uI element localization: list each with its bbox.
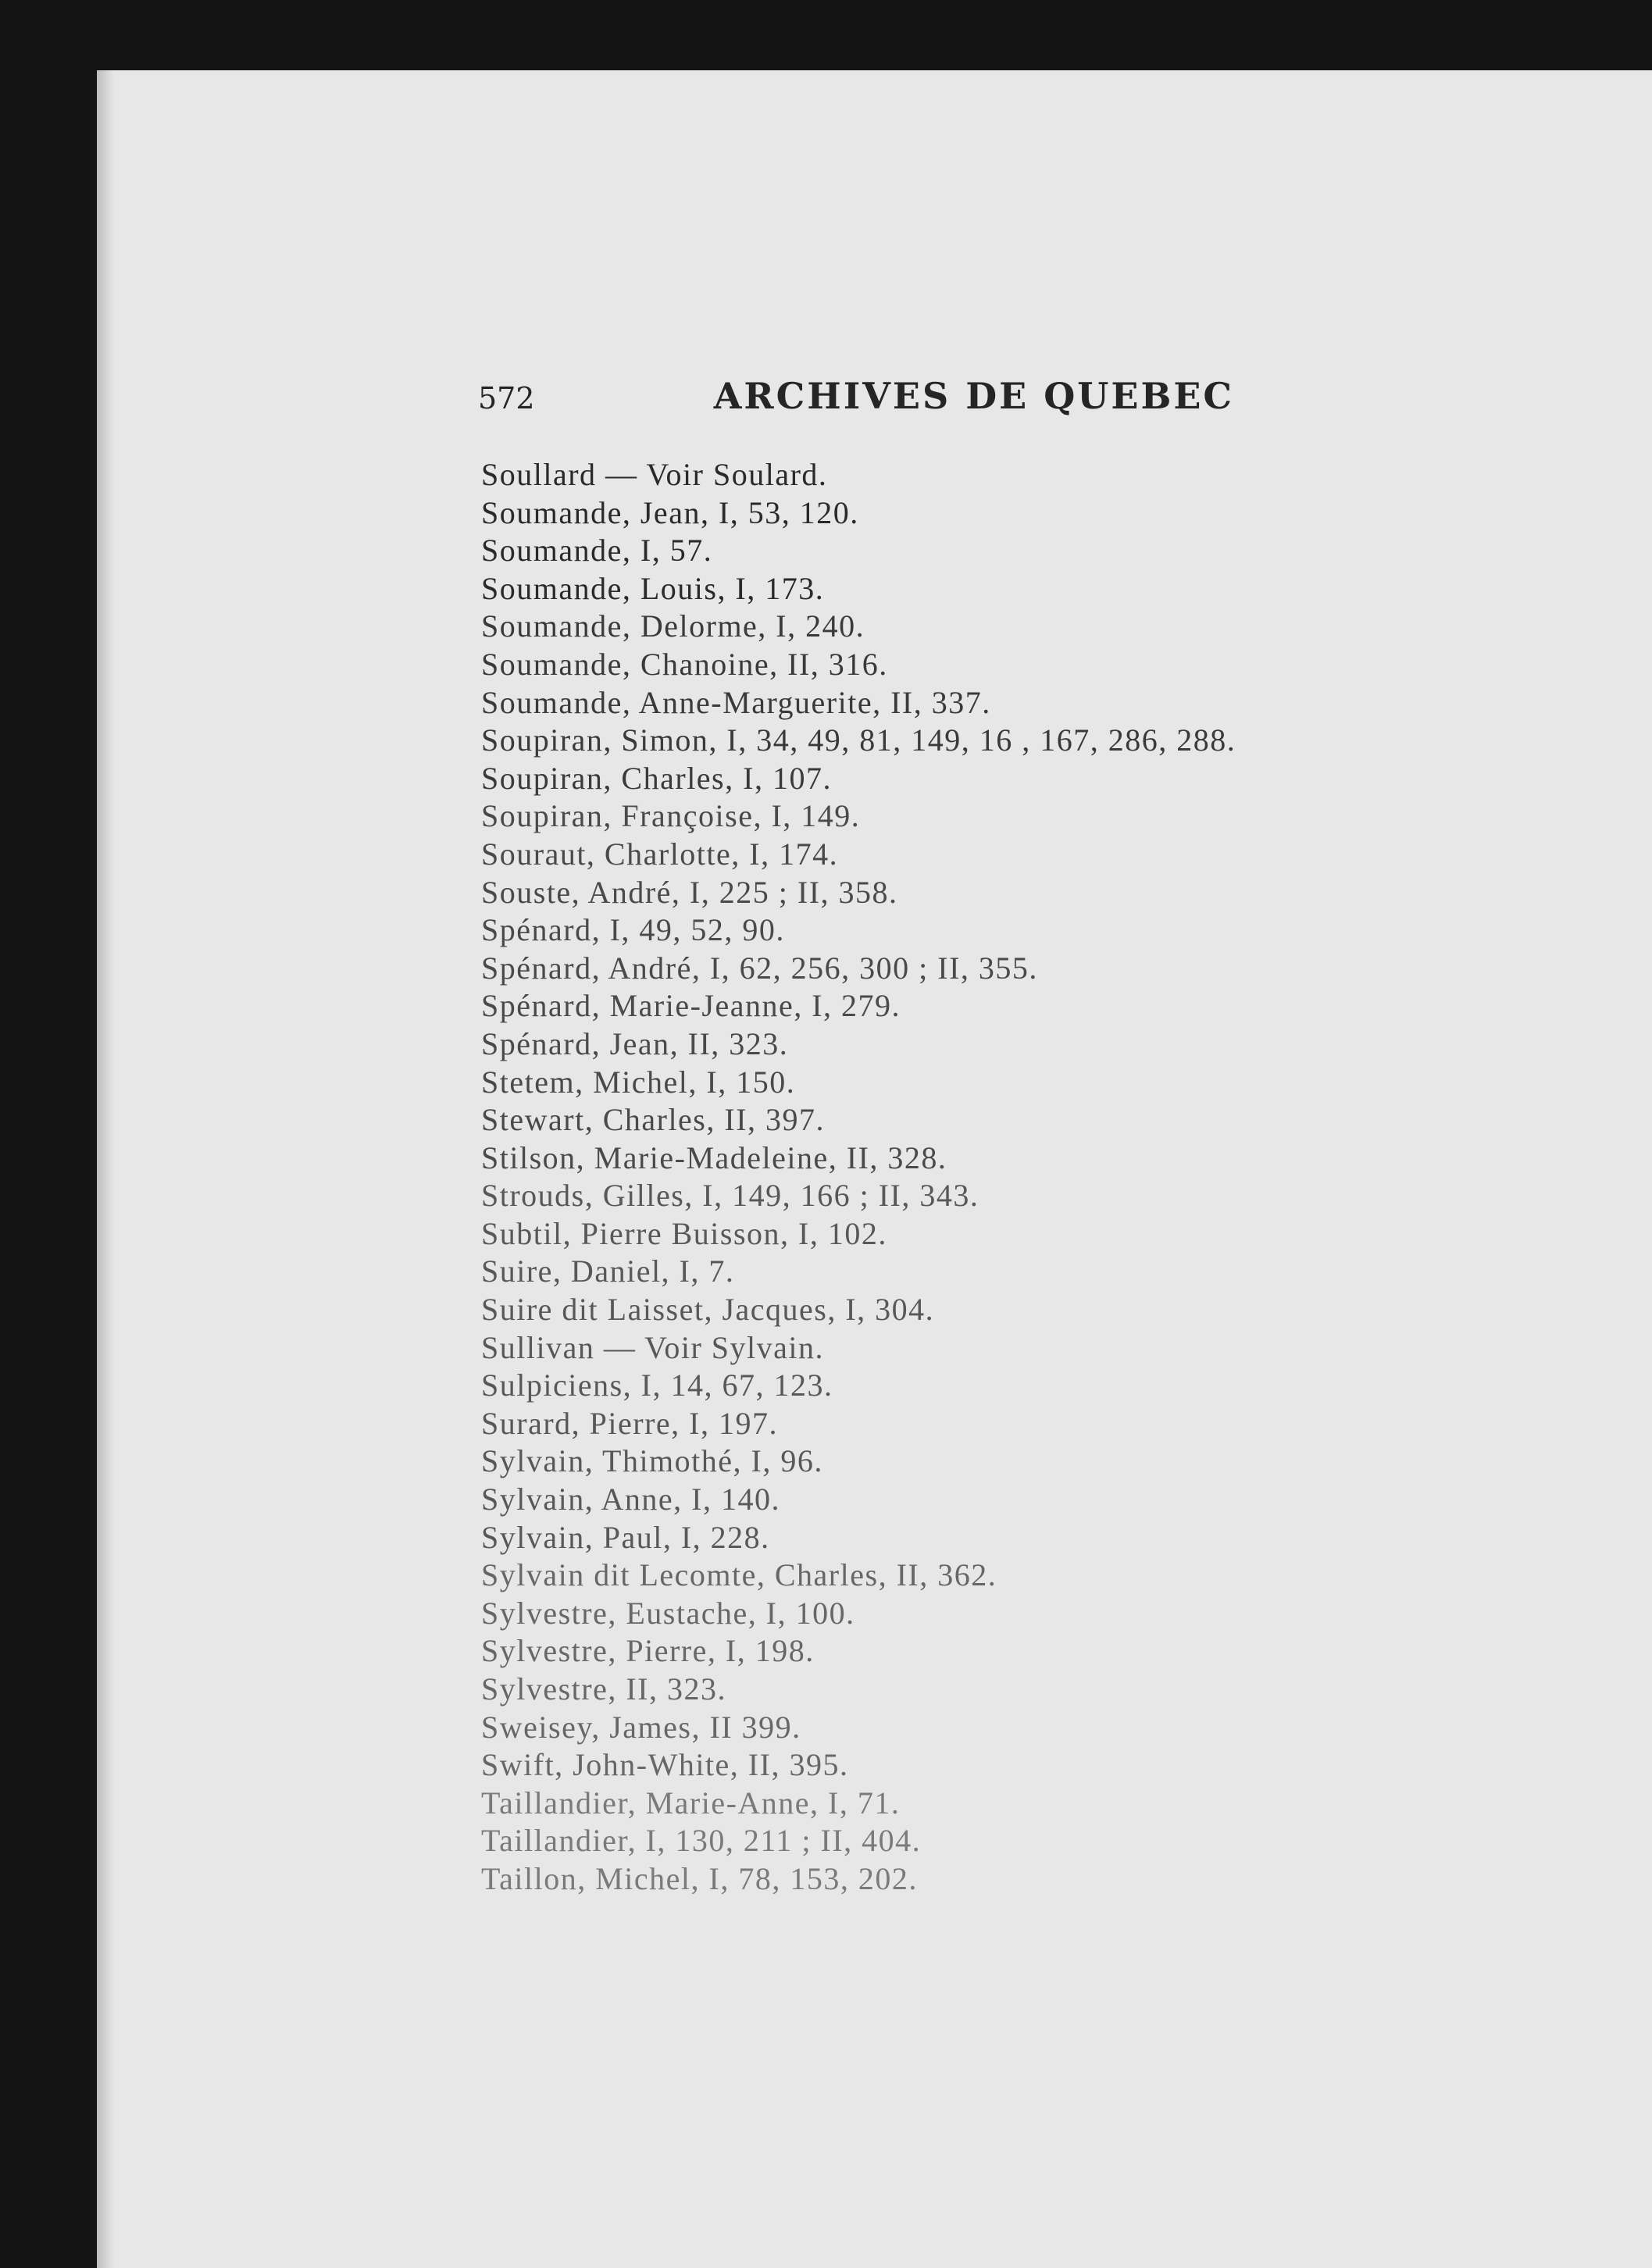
index-entry: Sylvestre, II, 323. <box>481 1671 727 1706</box>
index-entry: Suire dit Laisset, Jacques, I, 304. <box>481 1292 935 1328</box>
index-entry: Stetem, Michel, I, 150. <box>481 1064 796 1100</box>
index-entry: Stewart, Charles, II, 397. <box>481 1102 826 1138</box>
index-entry: Soupiran, Charles, I, 107. <box>481 760 832 796</box>
index-entry: Sulpiciens, I, 14, 67, 123. <box>481 1368 833 1403</box>
index-entry: Taillon, Michel, I, 78, 153, 202. <box>481 1860 918 1896</box>
index-entry: Spénard, Marie-Jeanne, I, 279. <box>481 988 901 1024</box>
page-edge-shadow <box>97 70 114 2268</box>
index-entry: Taillandier, Marie-Anne, I, 71. <box>481 1785 901 1820</box>
index-entry: Sweisey, James, II 399. <box>481 1709 801 1745</box>
index-entry: Spénard, André, I, 62, 256, 300 ; II, 355. <box>481 950 1038 986</box>
index-entry: Spénard, Jean, II, 323. <box>481 1025 789 1061</box>
index-entry: Sullivan — Voir Sylvain. <box>481 1329 825 1365</box>
index-entry: Soumande, Chanoine, II, 316. <box>481 646 888 682</box>
index-entry: Strouds, Gilles, I, 149, 166 ; II, 343. <box>481 1178 979 1214</box>
index-entry: Sylvain, Thimothé, I, 96. <box>481 1443 823 1479</box>
index-entry: Soullard — Voir Soulard. <box>481 457 828 492</box>
index-entry: Suire, Daniel, I, 7. <box>481 1253 735 1289</box>
index-entry: Soumande, Jean, I, 53, 120. <box>481 494 859 530</box>
index-entry: Spénard, I, 49, 52, 90. <box>481 912 785 948</box>
index-entry: Sylvestre, Pierre, I, 198. <box>481 1633 815 1669</box>
index-entries <box>481 456 1379 1899</box>
index-entry: Surard, Pierre, I, 197. <box>481 1405 778 1441</box>
index-entry: Souraut, Charlotte, I, 174. <box>481 836 839 872</box>
index-entry: Soupiran, Simon, I, 34, 49, 81, 149, 16 , 167, 286, 288. <box>481 722 1236 758</box>
index-entry: Subtil, Pierre Buisson, I, 102. <box>481 1215 887 1251</box>
index-entry: Soumande, Anne-Marguerite, II, 337. <box>481 684 991 720</box>
index-entry: Soumande, Delorme, I, 240. <box>481 608 865 644</box>
index-entry: Soumande, I, 57. <box>481 533 713 569</box>
index-entry: Soumande, Louis, I, 173. <box>481 570 825 606</box>
index-entry: Taillandier, I, 130, 211 ; II, 404. <box>481 1823 922 1859</box>
index-entry: Sylvain dit Lecomte, Charles, II, 362. <box>481 1557 997 1593</box>
running-title: ARCHIVES DE QUEBEC <box>713 375 1234 417</box>
index-entry: Soupiran, Françoise, I, 149. <box>481 798 861 834</box>
index-entry: Sylvain, Paul, I, 228. <box>481 1519 770 1555</box>
page-header <box>478 375 1234 430</box>
index-entry: Sylvestre, Eustache, I, 100. <box>481 1595 855 1631</box>
page-number: 572 <box>478 381 535 415</box>
index-entry: Sylvain, Anne, I, 140. <box>481 1482 780 1517</box>
index-entry: Swift, John-White, II, 395. <box>481 1747 849 1783</box>
index-entry: Souste, André, I, 225 ; II, 358. <box>481 874 898 910</box>
index-entry: Stilson, Marie-Madeleine, II, 328. <box>481 1139 947 1175</box>
